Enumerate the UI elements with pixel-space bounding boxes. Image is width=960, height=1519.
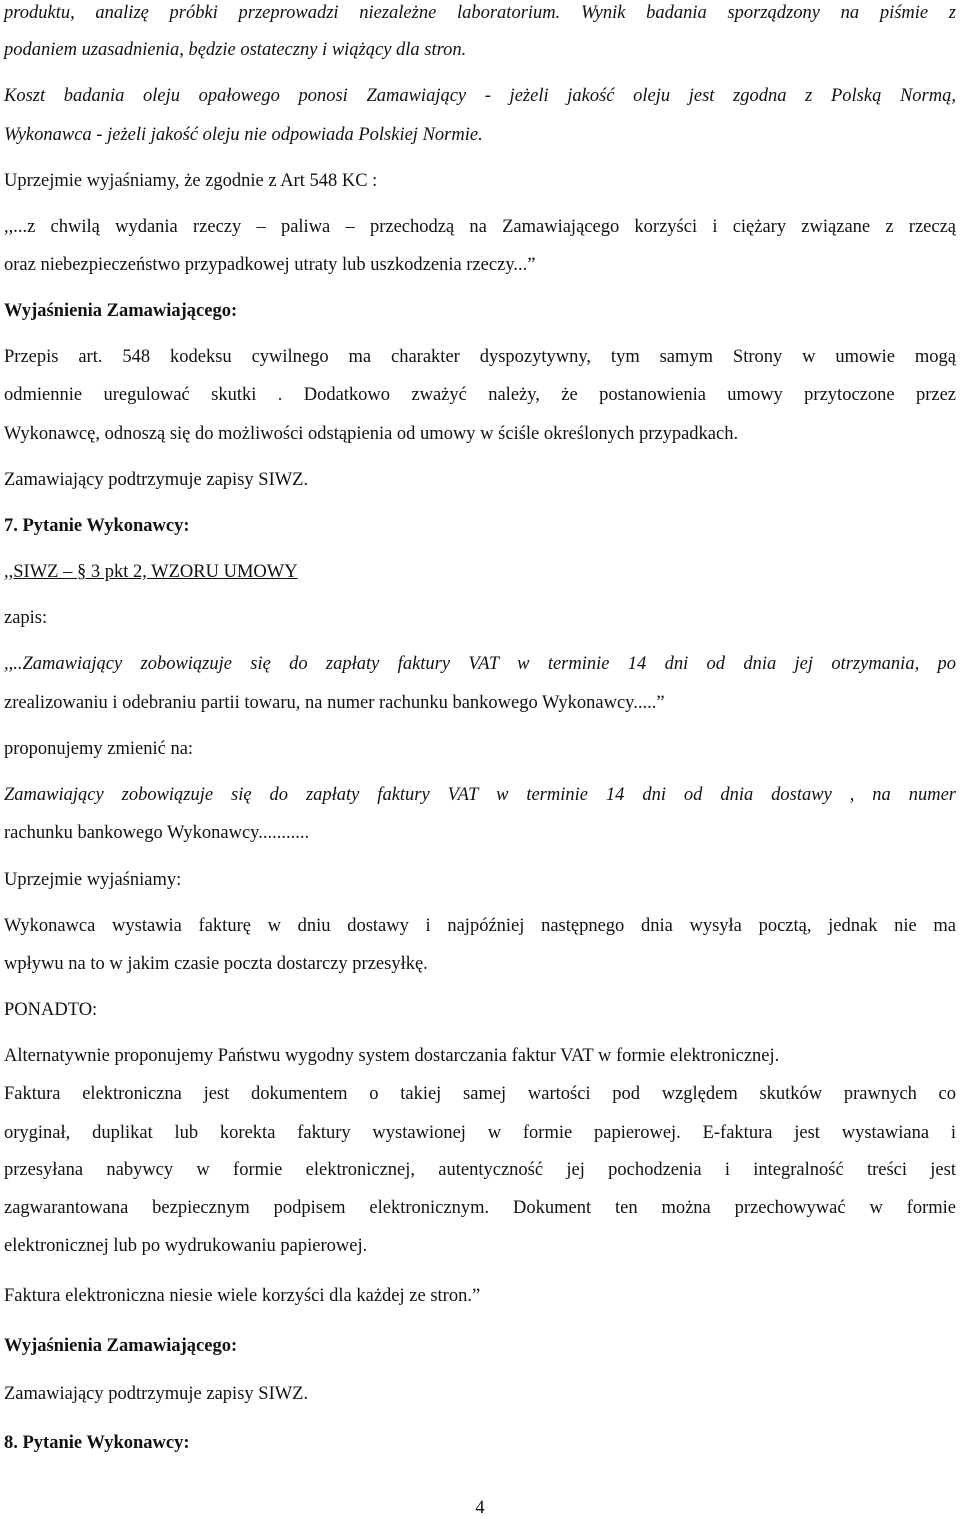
question-heading: 7. Pytanie Wykonawcy: — [4, 516, 190, 536]
paragraph-line: Uprzejmie wyjaśniamy, że zgodnie z Art 548 KC : — [4, 171, 378, 191]
paragraph-line: zapis: — [4, 608, 48, 628]
quote-line: Zamawiający zobowiązuje się do zapłaty faktury VAT w terminie 14 dni od dnia dostawy , na numer — [4, 785, 956, 805]
paragraph-line: Zamawiający podtrzymuje zapisy SIWZ. — [4, 470, 309, 490]
paragraph-line: Alternatywnie proponujemy Państwu wygodny system dostarczania faktur VAT w formie elektronicznej. — [4, 1046, 780, 1066]
paragraph-line: PONADTO: — [4, 1000, 98, 1020]
paragraph-line: produktu, analizę próbki przeprowadzi niezależne laboratorium. Wynik badania sporządzony na piśmie z — [4, 3, 956, 23]
question-heading: 8. Pytanie Wykonawcy: — [4, 1433, 190, 1453]
paragraph-line: Zamawiający podtrzymuje zapisy SIWZ. — [4, 1384, 309, 1404]
page-number: 4 — [475, 1498, 485, 1518]
quote-line: ,,...z chwilą wydania rzeczy – paliwa – przechodzą na Zamawiającego korzyści i ciężary związane z rzeczą — [4, 217, 956, 237]
paragraph-line: Faktura elektroniczna jest dokumentem o takiej samej wartości pod względem skutków prawnych co — [4, 1084, 956, 1104]
quote-line: oraz niebezpieczeństwo przypadkowej utraty lub uszkodzenia rzeczy...” — [4, 255, 536, 275]
paragraph-line: przesyłana nabywcy w formie elektronicznej, autentyczność jej pochodzenia i integralność treści jest — [4, 1160, 956, 1180]
paragraph-line: Uprzejmie wyjaśniamy: — [4, 870, 182, 890]
paragraph-line: elektronicznej lub po wydrukowaniu papierowej. — [4, 1236, 368, 1256]
section-heading: Wyjaśnienia Zamawiającego: — [4, 1336, 238, 1356]
quote-line: zrealizowaniu i odebraniu partii towaru, na numer rachunku bankowego Wykonawcy.....” — [4, 693, 665, 713]
paragraph-line: Faktura elektroniczna niesie wiele korzyści dla każdej ze stron.” — [4, 1286, 481, 1306]
paragraph-line: proponujemy zmienić na: — [4, 739, 194, 759]
quote-line: rachunku bankowego Wykonawcy........... — [4, 823, 310, 843]
quote-line: ,,..Zamawiający zobowiązuje się do zapłaty faktury VAT w terminie 14 dni od dnia jej otrzymania, po — [4, 654, 956, 674]
paragraph-line: Wykonawcę, odnoszą się do możliwości odstąpienia od umowy w ściśle określonych przypadkach. — [4, 424, 739, 444]
reference-line: ,,SIWZ – § 3 pkt 2, WZORU UMOWY — [4, 562, 298, 582]
paragraph-line: podaniem uzasadnienia, będzie ostateczny i wiążący dla stron. — [4, 40, 467, 60]
section-heading: Wyjaśnienia Zamawiającego: — [4, 301, 238, 321]
paragraph-line: Wykonawca wystawia fakturę w dniu dostawy i najpóźniej następnego dnia wysyła pocztą, jednak nie ma — [4, 916, 956, 936]
paragraph-line: Wykonawca - jeżeli jakość oleju nie odpowiada Polskiej Normie. — [4, 125, 483, 145]
paragraph-line: Koszt badania oleju opałowego ponosi Zamawiający - jeżeli jakość oleju jest zgodna z Polską Normą, — [4, 86, 956, 106]
paragraph-line: zagwarantowana bezpiecznym podpisem elektronicznym. Dokument ten można przechowywać w formie — [4, 1198, 956, 1218]
paragraph-line: wpływu na to w jakim czasie poczta dostarczy przesyłkę. — [4, 954, 428, 974]
paragraph-line: Przepis art. 548 kodeksu cywilnego ma charakter dyspozytywny, tym samym Strony w umowie mogą — [4, 347, 956, 367]
paragraph-line: oryginał, duplikat lub korekta faktury wystawionej w formie papierowej. E-faktura jest wystawiana i — [4, 1123, 956, 1143]
paragraph-line: odmiennie uregulować skutki . Dodatkowo zważyć należy, że postanowienia umowy przytoczone przez — [4, 385, 956, 405]
